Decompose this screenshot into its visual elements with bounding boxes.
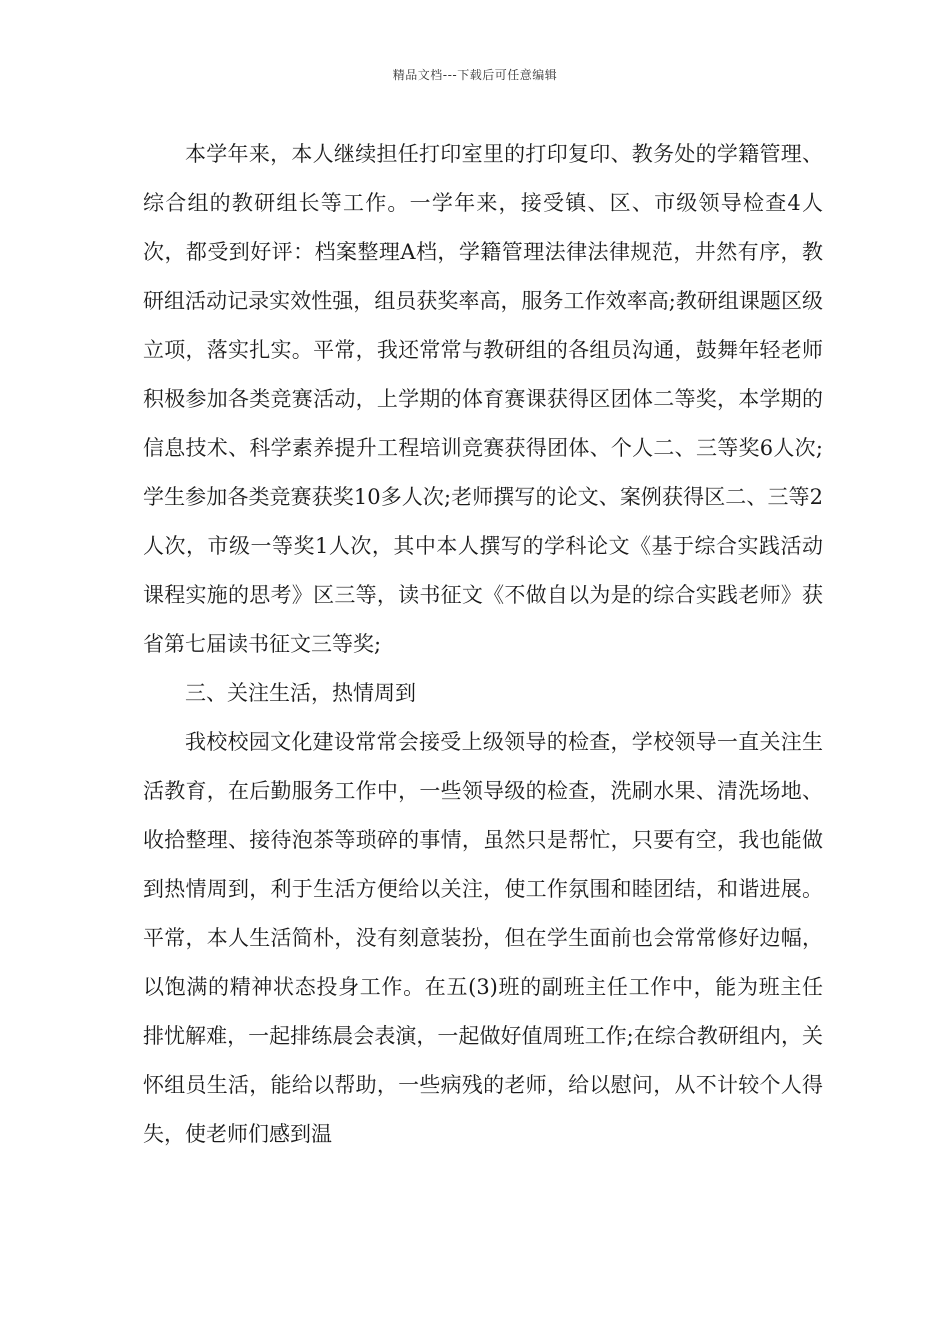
paragraph-care-life: 我校校园文化建设常常会接受上级领导的检查，学校领导一直关注生活教育，在后勤服务工作中，一些领导级的检查，洗刷水果、清洗场地、收拾整理、接待泡茶等琐碎的事情，虽然只是帮忙，只要有空，我也能做到热情周到，利于生活方便给以关注，使工作氛围和睦团结，和谐进展。平常，本人生活简朴，没有刻意装扮，但在学生面前也会常常修好边幅，以饱满的精神状态投身工作。在五(3)班的副班主任工作中，能为班主任排忧解难，一起排练晨会表演，一起做好值周班工作;在综合教研组内，关怀组员生活，能给以帮助，一些病残的老师，给以慰问，从不计较个人得失，使老师们感到温 [143, 730, 823, 1146]
page-header: 精品文档---下载后可任意编辑 [392, 68, 558, 82]
section-heading-care-life: 三、关注生活，热情周到 [185, 681, 416, 705]
document-body [143, 130, 823, 1159]
paragraph-work-summary: 本学年来，本人继续担任打印室里的打印复印、教务处的学籍管理、综合组的教研组长等工作。一学年来，接受镇、区、市级领导检查4人次，都受到好评：档案整理A档，学籍管理法律法律规范，井然有序，教研组活动记录实效性强，组员获奖率高，服务工作效率高;教研组课题区级立项，落实扎实。平常，我还常常与教研组的各组员沟通，鼓舞年轻老师积极参加各类竞赛活动，上学期的体育赛课获得区团体二等奖，本学期的信息技术、科学素养提升工程培训竞赛获得团体、个人二、三等奖6人次;学生参加各类竞赛获奖10多人次;老师撰写的论文、案例获得区二、三等2人次，市级一等奖1人次，其中本人撰写的学科论文《基于综合实践活动课程实施的思考》区三等，读书征文《不做自以为是的综合实践老师》获省第七届读书征文三等奖; [143, 142, 823, 656]
